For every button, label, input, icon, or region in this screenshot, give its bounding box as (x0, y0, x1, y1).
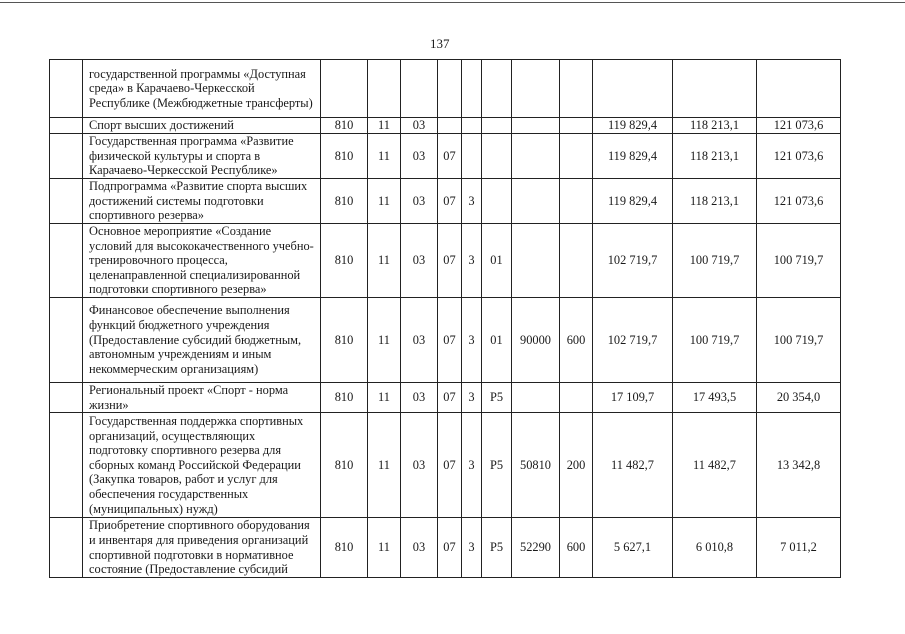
table-row (50, 413, 841, 518)
admin-code-cell: 810 (321, 297, 368, 382)
subprogram-cell (462, 134, 482, 179)
event-cell (482, 118, 512, 134)
admin-code-cell: 810 (321, 179, 368, 224)
amount-year1-cell: 102 719,7 (593, 297, 673, 382)
admin-code-cell: 810 (321, 413, 368, 518)
event-cell: P5 (482, 413, 512, 518)
subprogram-cell: 3 (462, 179, 482, 224)
admin-code-cell (321, 60, 368, 118)
page-number: 137 (430, 36, 450, 51)
subprogram-cell: 3 (462, 518, 482, 578)
amount-year2-cell: 118 213,1 (673, 179, 757, 224)
program-cell (438, 60, 462, 118)
row-number-cell (50, 518, 83, 578)
expense-type-cell: 600 (560, 297, 593, 382)
amount-year2-cell: 118 213,1 (673, 118, 757, 134)
item-name-cell: Подпрограмма «Развитие спорта высших достижений системы подготовки спортивного резерва» (83, 179, 321, 224)
table-row (50, 382, 841, 412)
direction-cell (512, 134, 560, 179)
program-cell: 07 (438, 297, 462, 382)
budget-table (49, 59, 841, 578)
expense-type-cell (560, 382, 593, 412)
subprogram-cell (462, 60, 482, 118)
admin-code-cell: 810 (321, 518, 368, 578)
program-cell: 07 (438, 382, 462, 412)
amount-year1-cell: 119 829,4 (593, 118, 673, 134)
event-cell: 01 (482, 224, 512, 298)
row-number-cell (50, 224, 83, 298)
amount-year1-cell: 119 829,4 (593, 179, 673, 224)
subprogram-cell: 3 (462, 382, 482, 412)
expense-type-cell (560, 60, 593, 118)
amount-year3-cell: 7 011,2 (757, 518, 841, 578)
event-cell (482, 134, 512, 179)
program-cell: 07 (438, 224, 462, 298)
item-name-cell: государственной программы «Доступная среда» в Карачаево-Черкесской Республике (Межбюджетные трансферты) (83, 60, 321, 118)
amount-year1-cell: 5 627,1 (593, 518, 673, 578)
program-cell: 07 (438, 179, 462, 224)
subsection-cell: 03 (401, 518, 438, 578)
subprogram-cell: 3 (462, 413, 482, 518)
direction-cell: 50810 (512, 413, 560, 518)
item-name-cell: Региональный проект «Спорт - норма жизни» (83, 382, 321, 412)
item-name-cell: Основное мероприятие «Создание условий для высококачественного учебно-тренировочного процесса, целенаправленной специализированной подготовки спортивного резерва» (83, 224, 321, 298)
amount-year2-cell: 100 719,7 (673, 224, 757, 298)
section-cell (368, 60, 401, 118)
table-row (50, 60, 841, 118)
subprogram-cell (462, 118, 482, 134)
row-number-cell (50, 134, 83, 179)
table-row (50, 297, 841, 382)
table-row (50, 224, 841, 298)
section-cell: 11 (368, 518, 401, 578)
subprogram-cell: 3 (462, 224, 482, 298)
expense-type-cell (560, 179, 593, 224)
section-cell: 11 (368, 118, 401, 134)
amount-year2-cell: 11 482,7 (673, 413, 757, 518)
subsection-cell: 03 (401, 382, 438, 412)
direction-cell (512, 224, 560, 298)
subsection-cell (401, 60, 438, 118)
amount-year2-cell: 100 719,7 (673, 297, 757, 382)
expense-type-cell: 600 (560, 518, 593, 578)
event-cell: P5 (482, 382, 512, 412)
row-number-cell (50, 118, 83, 134)
admin-code-cell: 810 (321, 224, 368, 298)
amount-year3-cell: 100 719,7 (757, 224, 841, 298)
direction-cell: 90000 (512, 297, 560, 382)
scan-edge-line (0, 2, 905, 3)
section-cell: 11 (368, 297, 401, 382)
amount-year3-cell (757, 60, 841, 118)
program-cell: 07 (438, 518, 462, 578)
item-name-cell: Финансовое обеспечение выполнения функций бюджетного учреждения (Предоставление субсидий бюджетным, автономным учреждениям и иным некоммерческим организациям) (83, 297, 321, 382)
amount-year1-cell: 11 482,7 (593, 413, 673, 518)
table-row (50, 118, 841, 134)
subsection-cell: 03 (401, 134, 438, 179)
amount-year3-cell: 121 073,6 (757, 118, 841, 134)
item-name-cell: Государственная программа «Развитие физической культуры и спорта в Карачаево-Черкесской Республике» (83, 134, 321, 179)
amount-year2-cell (673, 60, 757, 118)
amount-year3-cell: 100 719,7 (757, 297, 841, 382)
amount-year1-cell: 17 109,7 (593, 382, 673, 412)
program-cell: 07 (438, 134, 462, 179)
direction-cell (512, 60, 560, 118)
expense-type-cell (560, 118, 593, 134)
row-number-cell (50, 382, 83, 412)
amount-year1-cell (593, 60, 673, 118)
event-cell: P5 (482, 518, 512, 578)
amount-year2-cell: 17 493,5 (673, 382, 757, 412)
amount-year2-cell: 6 010,8 (673, 518, 757, 578)
row-number-cell (50, 413, 83, 518)
row-number-cell (50, 297, 83, 382)
subsection-cell: 03 (401, 297, 438, 382)
section-cell: 11 (368, 382, 401, 412)
admin-code-cell: 810 (321, 134, 368, 179)
amount-year3-cell: 121 073,6 (757, 134, 841, 179)
amount-year1-cell: 102 719,7 (593, 224, 673, 298)
section-cell: 11 (368, 224, 401, 298)
direction-cell (512, 382, 560, 412)
expense-type-cell (560, 224, 593, 298)
direction-cell: 52290 (512, 518, 560, 578)
subsection-cell: 03 (401, 118, 438, 134)
amount-year3-cell: 121 073,6 (757, 179, 841, 224)
row-number-cell (50, 60, 83, 118)
admin-code-cell: 810 (321, 118, 368, 134)
amount-year2-cell: 118 213,1 (673, 134, 757, 179)
subsection-cell: 03 (401, 224, 438, 298)
event-cell (482, 60, 512, 118)
subsection-cell: 03 (401, 179, 438, 224)
amount-year3-cell: 20 354,0 (757, 382, 841, 412)
item-name-cell: Государственная поддержка спортивных организаций, осуществляющих подготовку спортивного резерва для сборных команд Российской Федерации (Закупка товаров, работ и услуг для обеспечения государственных (муниципальных) нужд) (83, 413, 321, 518)
program-cell: 07 (438, 413, 462, 518)
event-cell (482, 179, 512, 224)
amount-year1-cell: 119 829,4 (593, 134, 673, 179)
expense-type-cell: 200 (560, 413, 593, 518)
item-name-cell: Приобретение спортивного оборудования и инвентаря для приведения организаций спортивной подготовки в нормативное состояние (Предоставление субсидий (83, 518, 321, 578)
table-row (50, 134, 841, 179)
table-row (50, 179, 841, 224)
expense-type-cell (560, 134, 593, 179)
event-cell: 01 (482, 297, 512, 382)
amount-year3-cell: 13 342,8 (757, 413, 841, 518)
direction-cell (512, 179, 560, 224)
table-row (50, 518, 841, 578)
item-name-cell: Спорт высших достижений (83, 118, 321, 134)
subprogram-cell: 3 (462, 297, 482, 382)
section-cell: 11 (368, 413, 401, 518)
program-cell (438, 118, 462, 134)
subsection-cell: 03 (401, 413, 438, 518)
direction-cell (512, 118, 560, 134)
section-cell: 11 (368, 179, 401, 224)
admin-code-cell: 810 (321, 382, 368, 412)
section-cell: 11 (368, 134, 401, 179)
row-number-cell (50, 179, 83, 224)
